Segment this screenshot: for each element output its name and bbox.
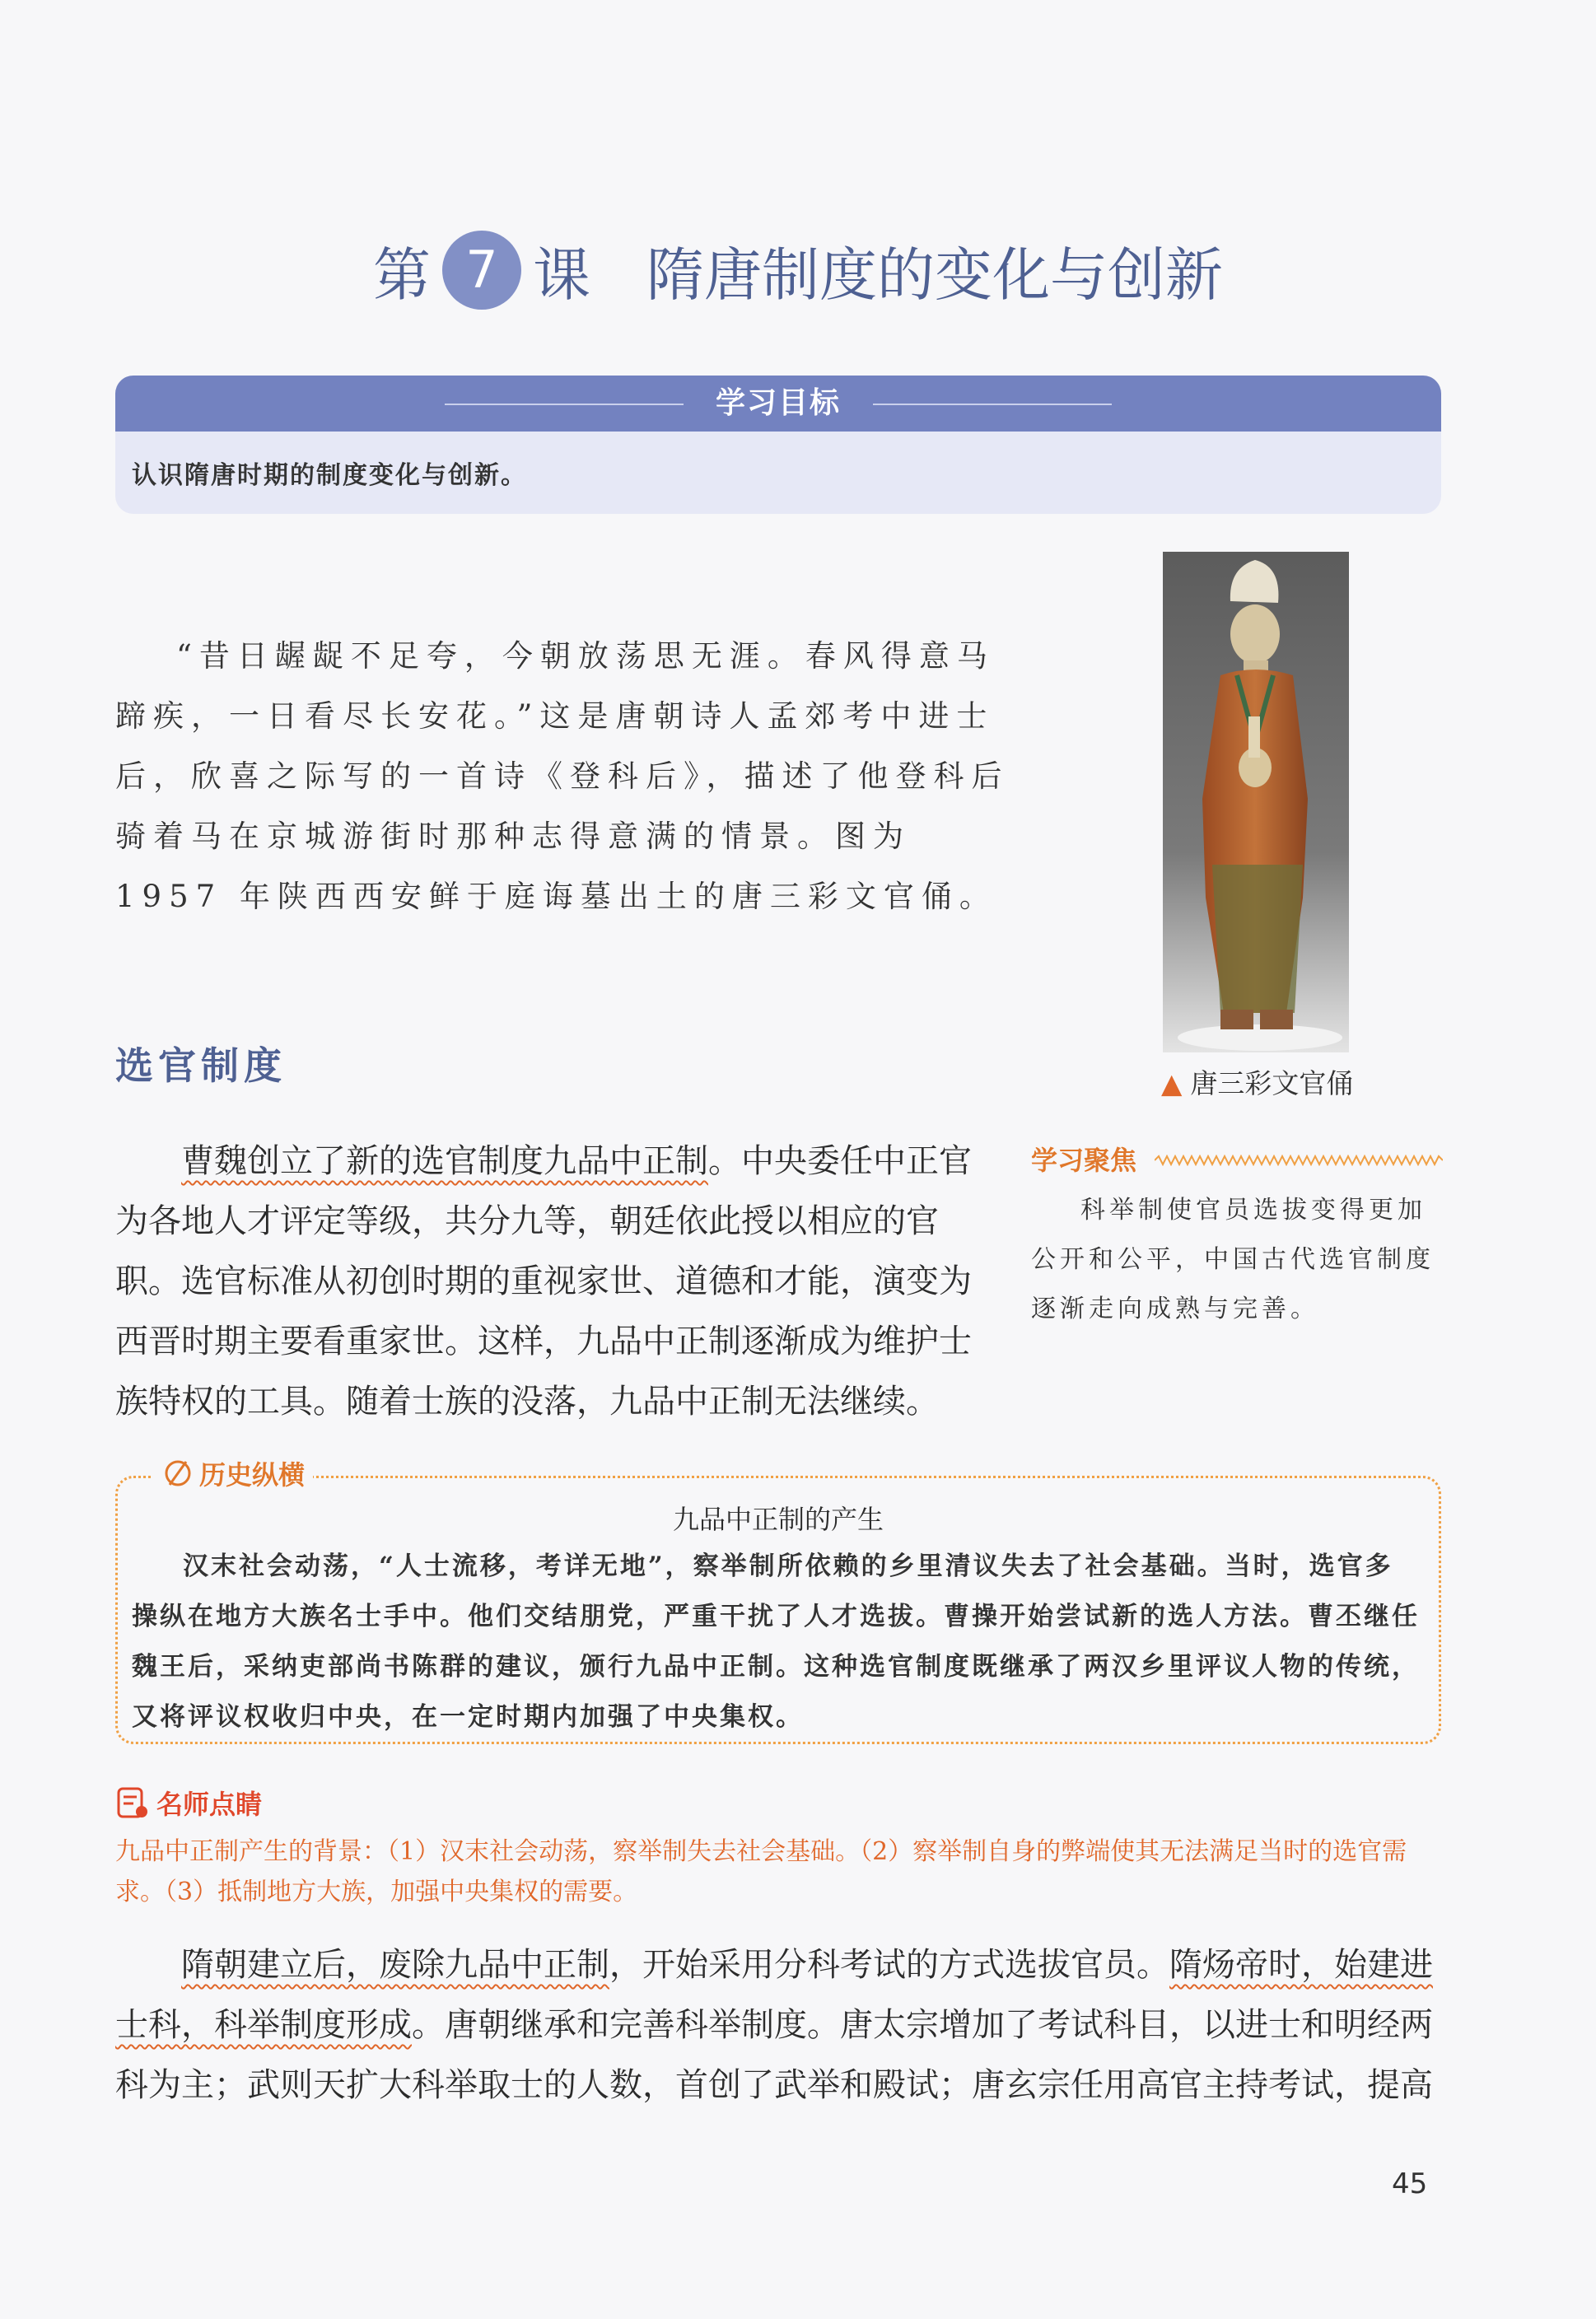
figure-caption (1161, 1062, 1353, 1101)
objective-body (115, 432, 1441, 514)
figurine-photo (1163, 552, 1349, 1052)
zigzag-divider (1155, 1155, 1443, 1166)
triangle-icon: ▲ (1161, 1067, 1183, 1099)
lesson-number-badge: 7 (442, 231, 521, 310)
focus-text: 科举制使官员选拔变得更加公开和公平，中国古代选官制度逐渐走向成熟与完善。 (1031, 1196, 1435, 1323)
history-label: 历史纵横 (199, 1459, 306, 1491)
notebook-pen-icon (115, 1785, 150, 1820)
body-paragraph-1 (115, 1132, 988, 1432)
focus-label: 学习聚焦 (1031, 1145, 1137, 1176)
tip-label: 名师点睛 (156, 1789, 263, 1820)
page-number: 45 (1392, 2167, 1428, 2200)
body-text: 。唐朝继承和完善科举制度。唐太宗增加了考试科目，以进士和明经两科为主；武则天扩大科举取士的人数，首创了武举和殿试；唐玄宗任用高官主持考试，提高 (115, 2006, 1433, 2104)
body-text: 。中央委任中正官为各地人才评定等级，共分九等，朝廷依此授以相应的官职。选官标准从初创时期的重视家世、道德和才能，演变为西晋时期主要看重家世。这样，九品中正制逐渐成为维护士族特权的工具。随着士族的没落，九品中正制无法继续。 (115, 1142, 972, 1421)
history-text: 汉末社会动荡，“人士流移，考详无地”，察举制所依赖的乡里清议失去了社会基础。当时，选官多操纵在地方大族名士手中。他们交结朋党，严重干扰了人才选拔。曹操开始尝试新的选人方法。曹丕继任魏王后，采纳吏部尚书陈群的建议，颁行九品中正制。这种选官制度既继承了两汉乡里评议人物的传统，又将评议权收归中央，在一定时期内加强了中央集权。 (132, 1551, 1420, 1732)
lesson-title (0, 221, 1596, 320)
body-text: ，开始采用分科考试的方式选拔官员。 (609, 1946, 1169, 1984)
tang-sancai-official-figurine-image (1163, 552, 1349, 1052)
intro-paragraph (115, 626, 1021, 926)
section-heading: 选官制度 (115, 1043, 287, 1088)
compass-icon (161, 1457, 194, 1490)
objective-text: 认识隋唐时期的制度变化与创新。 (132, 461, 527, 490)
focus-header (1031, 1140, 1443, 1181)
intro-text: “昔日龌龊不足夸，今朝放荡思无涯。春风得意马蹄疾，一日看尽长安花。”这是唐朝诗人孟郊考中进士后，欣喜之际写的一首诗《登科后》，描述了他登科后骑着马在京城游街时那种志得意满的情景。图为 1957 年陕西西安鲜于庭诲墓出土的唐三彩文官俑。 (115, 638, 1010, 914)
focus-body (1031, 1186, 1443, 1334)
key-point-underlined: 隋朝建立后，废除九品中正制 (181, 1946, 609, 1984)
tip-header (115, 1784, 262, 1822)
objective-label: 学习目标 (715, 386, 841, 420)
history-header (153, 1454, 313, 1492)
tip-text: 九品中正制产生的背景：（1）汉末社会动荡，察举制失去社会基础。（2）察举制自身的弊端使其无法满足当时的选官需求。（3）抵制地方大族，加强中央集权的需要。 (115, 1837, 1407, 1906)
body-paragraph-2 (115, 1935, 1441, 2116)
key-point-underlined: 曹魏创立了新的选官制度九品中正制 (181, 1142, 708, 1180)
history-title: 九品中正制的产生 (672, 1504, 884, 1535)
figure-caption-text: 唐三彩文官俑 (1190, 1067, 1354, 1099)
key-point-underlined: 隋炀帝时，始建进士科，科举制度形成 (115, 1946, 1433, 2044)
lesson-name: 隋唐制度的变化与创新 (646, 240, 1223, 309)
history-body (132, 1542, 1420, 1743)
lesson-prefix: 第 (373, 240, 431, 309)
lesson-suffix: 课 (533, 240, 590, 309)
objective-header (115, 376, 1441, 432)
